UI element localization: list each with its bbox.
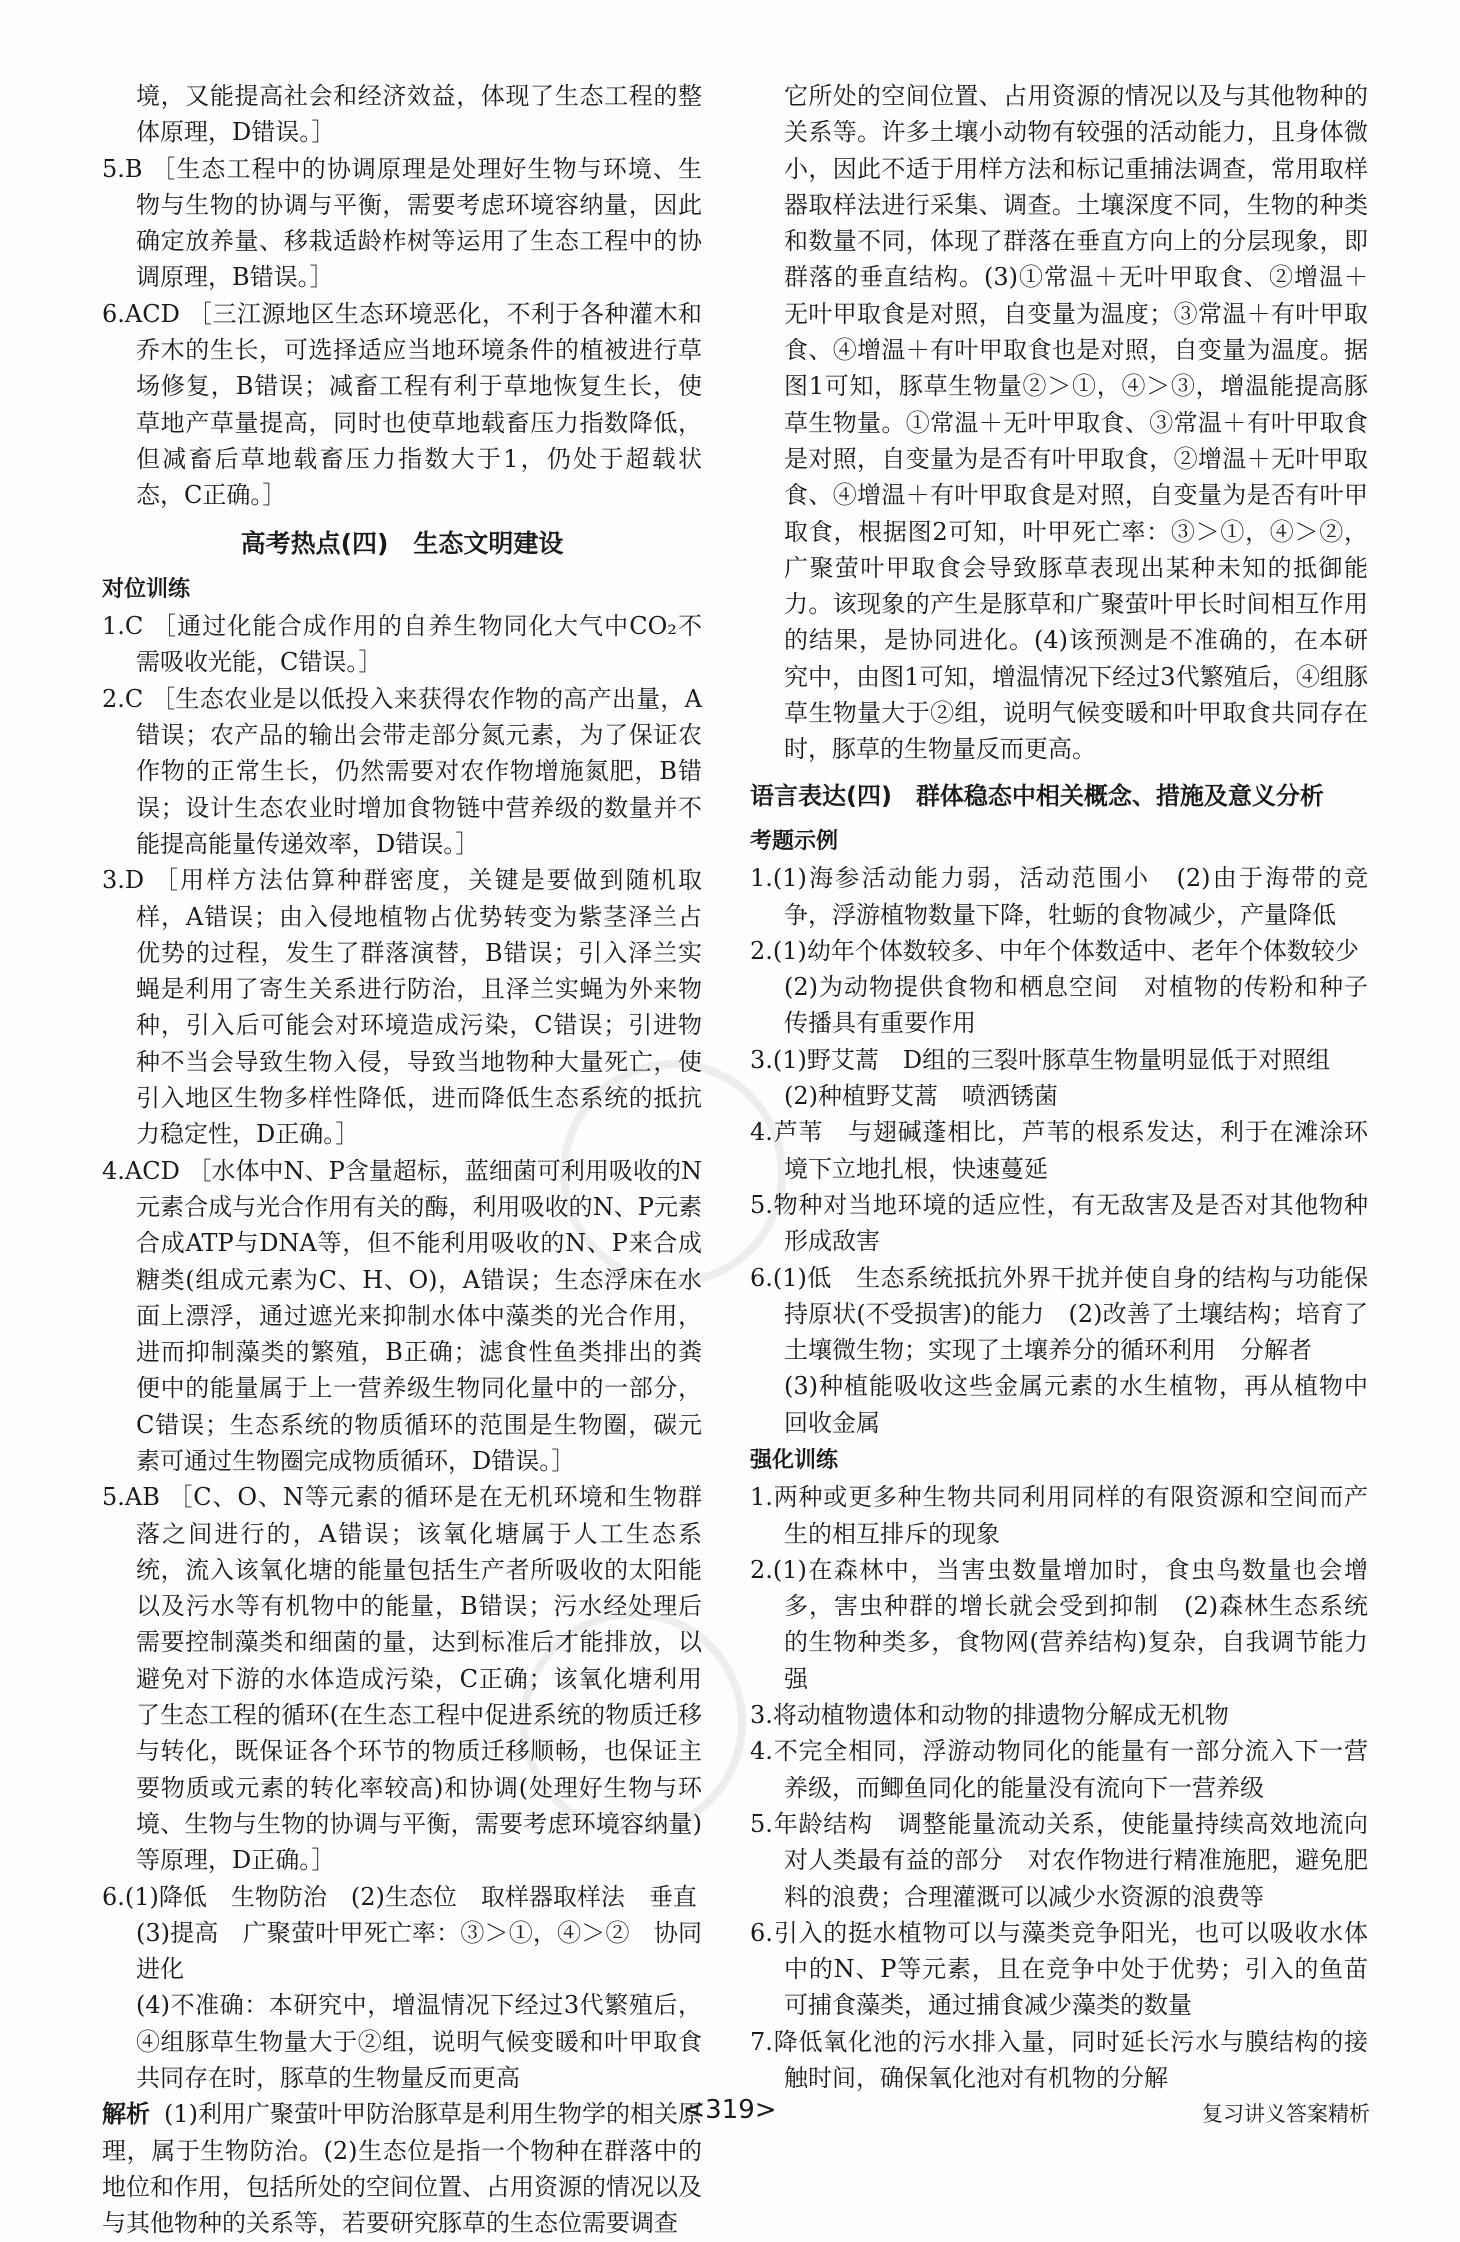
training-2: 2.(1)在森林中，当害虫数量增加时，食虫鸟数量也会增多，害虫种群的增长就会受到抑制 (2)森林生态系统的生物种类多，食物网(营养结构)复杂，自我调节能力强 [750, 1555, 1368, 1693]
subsection-title: 强化训练 [750, 1447, 839, 1473]
training-3: 3.将动植物遗体和动物的排遗物分解成无机物 [750, 1701, 1229, 1730]
analysis-continuation: 它所处的空间位置、占用资源的情况以及与其他物种的关系等。许多土壤小动物有较强的活动能力，且身体微小，因此不适于用样方法和标记重捕法调查，常用取样器取样法进行采集、调查。土壤深度不同，生物的种类和数量不同，体现了群落在垂直方向上的分层现象，即群落的垂直结构。(3)①常温＋无叶甲取食、②增温＋无叶甲取食是对照，自变量为温度；③常温＋有叶甲取食、④增温＋有叶甲取食也是对照，自变量为温度。据图1可知，豚草生物量②＞①，④＞③，增温能提高豚草生物量。①常温＋无叶甲取食、③常温＋有叶甲取食是对照，自变量为是否有叶甲取食，②增温＋无叶甲取食、④增温＋有叶甲取食是对照，自变量为是否有叶甲取食，根据图2可知，叶甲死亡率：③＞①，④＞②，广聚萤叶甲取食会导致豚草表现出某种未知的抵御能力。该现象的产生是豚草和广聚萤叶甲长时间相互作用的结果，是协同进化。(4)该预测是不准确的，在本研究中，由图1可知，增温情况下经过3代繁殖后，④组豚草生物量大于②组，说明气候变暖和叶甲取食共同存在时，豚草的生物量反而更高。 [784, 82, 1368, 764]
page-number: <319> [683, 2095, 777, 2125]
example-3b: (2)种植野艾蒿 喷洒锈菌 [784, 1082, 1058, 1111]
example-2: 2.(1)幼年个体数较多、中年个体数适中、老年个体数较少 [750, 936, 1359, 965]
section-heading: 高考热点(四) 生态文明建设 [240, 528, 564, 558]
answer-continuation: 境，又能提高社会和经济效益，体现了生态工程的整体原理，D错误。］ [136, 82, 702, 147]
footer-title: 复习讲义答案精析 [1202, 2102, 1370, 2126]
answer-5: 5.B ［生态工程中的协调原理是处理好生物与环境、生物与生物的协调与平衡，需要考虑环境容纳量，因此确定放养量、移栽适龄柞树等运用了生态工程中的协调原理，B错误。］ [102, 154, 702, 292]
training-1: 1.两种或更多种生物共同利用同样的有限资源和空间而产生的相互排斥的现象 [750, 1483, 1368, 1548]
answer-6: 6.ACD ［三江源地区生态环境恶化，不利于各种灌木和乔木的生长，可选择适应当地环境条件的植被进行草场修复，B错误；减畜工程有利于草地恢复生长，使草地产草量提高，同时也使草地载畜压力指数降低，但减畜后草地载畜压力指数大于1，仍处于超载状态，C正确。］ [102, 299, 702, 510]
subsection-title: 考题示例 [750, 828, 839, 854]
training-4: 4.不完全相同，浮游动物同化的能量有一部分流入下一营养级，而鲫鱼同化的能量没有流向下一营养级 [750, 1737, 1368, 1802]
answer-5b: 5.AB ［C、O、N等元素的循环是在无机环境和生物群落之间进行的，A错误；该氧化塘属于人工生态系统，流入该氧化塘的能量包括生产者所吸收的太阳能以及污水等有机物中的能量，B错误；污水经处理后需要控制藻类和细菌的量，达到标准后才能排放，以避免对下游的水体造成污染，C正确；该氧化塘利用了生态工程的循环(在生态工程中促进系统的物质迁移与转化，既保证各个环节的物质迁移顺畅，也保证主要物质或元素的转化率较高)和协调(处理好生物与环境、生物与生物的协调与平衡，需要考虑环境容纳量)等原理，D正确。］ [102, 1483, 702, 1875]
example-5: 5.物种对当地环境的适应性，有无敌害及是否对其他物种形成敌害 [750, 1190, 1368, 1256]
analysis-label: 解析 [102, 2100, 150, 2129]
answer-6b-line3: (4)不准确：本研究中，增温情况下经过3代繁殖后，④组豚草生物量大于②组，说明气候变暖和叶甲取食共同存在时，豚草的生物量反而更高 [136, 1991, 702, 2093]
example-2b: (2)为动物提供食物和栖息空间 对植物的传粉和种子传播具有重要作用 [784, 973, 1368, 1038]
training-7: 7.降低氧化池的污水排入量，同时延长污水与膜结构的接触时间，确保氧化池对有机物的分解 [750, 2027, 1368, 2093]
section-heading: 语言表达(四) 群体稳态中相关概念、措施及意义分析 [750, 781, 1324, 810]
answer-1: 1.C ［通过化能合成作用的自养生物同化大气中CO₂不需吸收光能，C错误。］ [102, 612, 702, 677]
example-3: 3.(1)野艾蒿 D组的三裂叶豚草生物量明显低于对照组 [750, 1045, 1331, 1074]
example-6b: (3)种植能吸收这些金属元素的水生植物，再从植物中回收金属 [784, 1372, 1368, 1437]
answer-4: 4.ACD ［水体中N、P含量超标，蓝细菌可利用吸收的N元素合成与光合作用有关的酶，利用吸收的N、P元素合成ATP与DNA等，但不能利用吸收的N、P来合成糖类(组成元素为C、H、O)，A错误；生态浮床在水面上漂浮，通过遮光来抑制水体中藻类的光合作用，进而抑制藻类的繁殖，B正确；滤食性鱼类排出的粪便中的能量属于上一营养级生物同化量中的一部分，C错误；生态系统的物质循环的范围是生物圈，碳元素可通过生物圈完成物质循环，D错误。］ [102, 1156, 702, 1475]
answer-6b-line1: 6.(1)降低 生物防治 (2)生态位 取样器取样法 垂直 [102, 1882, 697, 1911]
analysis-text: (1)利用广聚萤叶甲防治豚草是利用生物学的相关原理，属于生物防治。(2)生态位是指一个物种在群落中的地位和作用，包括所处的空间位置、占用资源的情况以及与其他物种的关系等，若要研究豚草的生态位需要调查 [102, 2100, 702, 2238]
example-1: 1.(1)海参活动能力弱，活动范围小 (2)由于海带的竞争，浮游植物数量下降，牡蛎的食物减少，产量降低 [750, 864, 1368, 929]
left-column [102, 78, 702, 2242]
training-6: 6.引入的挺水植物可以与藻类竞争阳光，也可以吸收水体中的N、P等元素，且在竞争中处于优势；引入的鱼苗可捕食藻类，通过捕食减少藻类的数量 [750, 1918, 1368, 2020]
example-6: 6.(1)低 生态系统抵抗外界干扰并使自身的结构与功能保持原状(不受损害)的能力 (2)改善了土壤结构；培育了土壤微生物；实现了土壤养分的循环利用 分解者 [750, 1263, 1368, 1365]
example-4: 4.芦苇 与翅碱蓬相比，芦苇的根系发达，利于在滩涂环境下立地扎根，快速蔓延 [750, 1118, 1368, 1183]
subsection-title: 对位训练 [102, 576, 191, 602]
right-column [750, 78, 1368, 2096]
answer-6b-line2: (3)提高 广聚萤叶甲死亡率：③＞①，④＞② 协同进化 [136, 1918, 702, 1984]
answer-3: 3.D ［用样方法估算种群密度，关键是要做到随机取样，A错误；由入侵地植物占优势转变为紫茎泽兰占优势的过程，发生了群落演替，B错误；引入泽兰实蝇是利用了寄生关系进行防治，且泽兰实蝇为外来物种，引入后可能会对环境造成污染，C错误；引进物种不当会导致生物入侵，导致当地物种大量死亡，使引入地区生物多样性降低，进而降低生态系统的抵抗力稳定性，D正确。］ [102, 866, 702, 1149]
training-5: 5.年龄结构 调整能量流动关系，使能量持续高效地流向对人类最有益的部分 对农作物进行精准施肥，避免肥料的浪费；合理灌溉可以减少水资源的浪费等 [750, 1809, 1368, 1911]
answer-2: 2.C ［生态农业是以低投入来获得农作物的高产出量，A错误；农产品的输出会带走部分氮元素，为了保证农作物的正常生长，仍然需要对农作物增施氮肥，B错误；设计生态农业时增加食物链中营养级的数量并不能提高能量传递效率，D错误。］ [102, 684, 702, 858]
